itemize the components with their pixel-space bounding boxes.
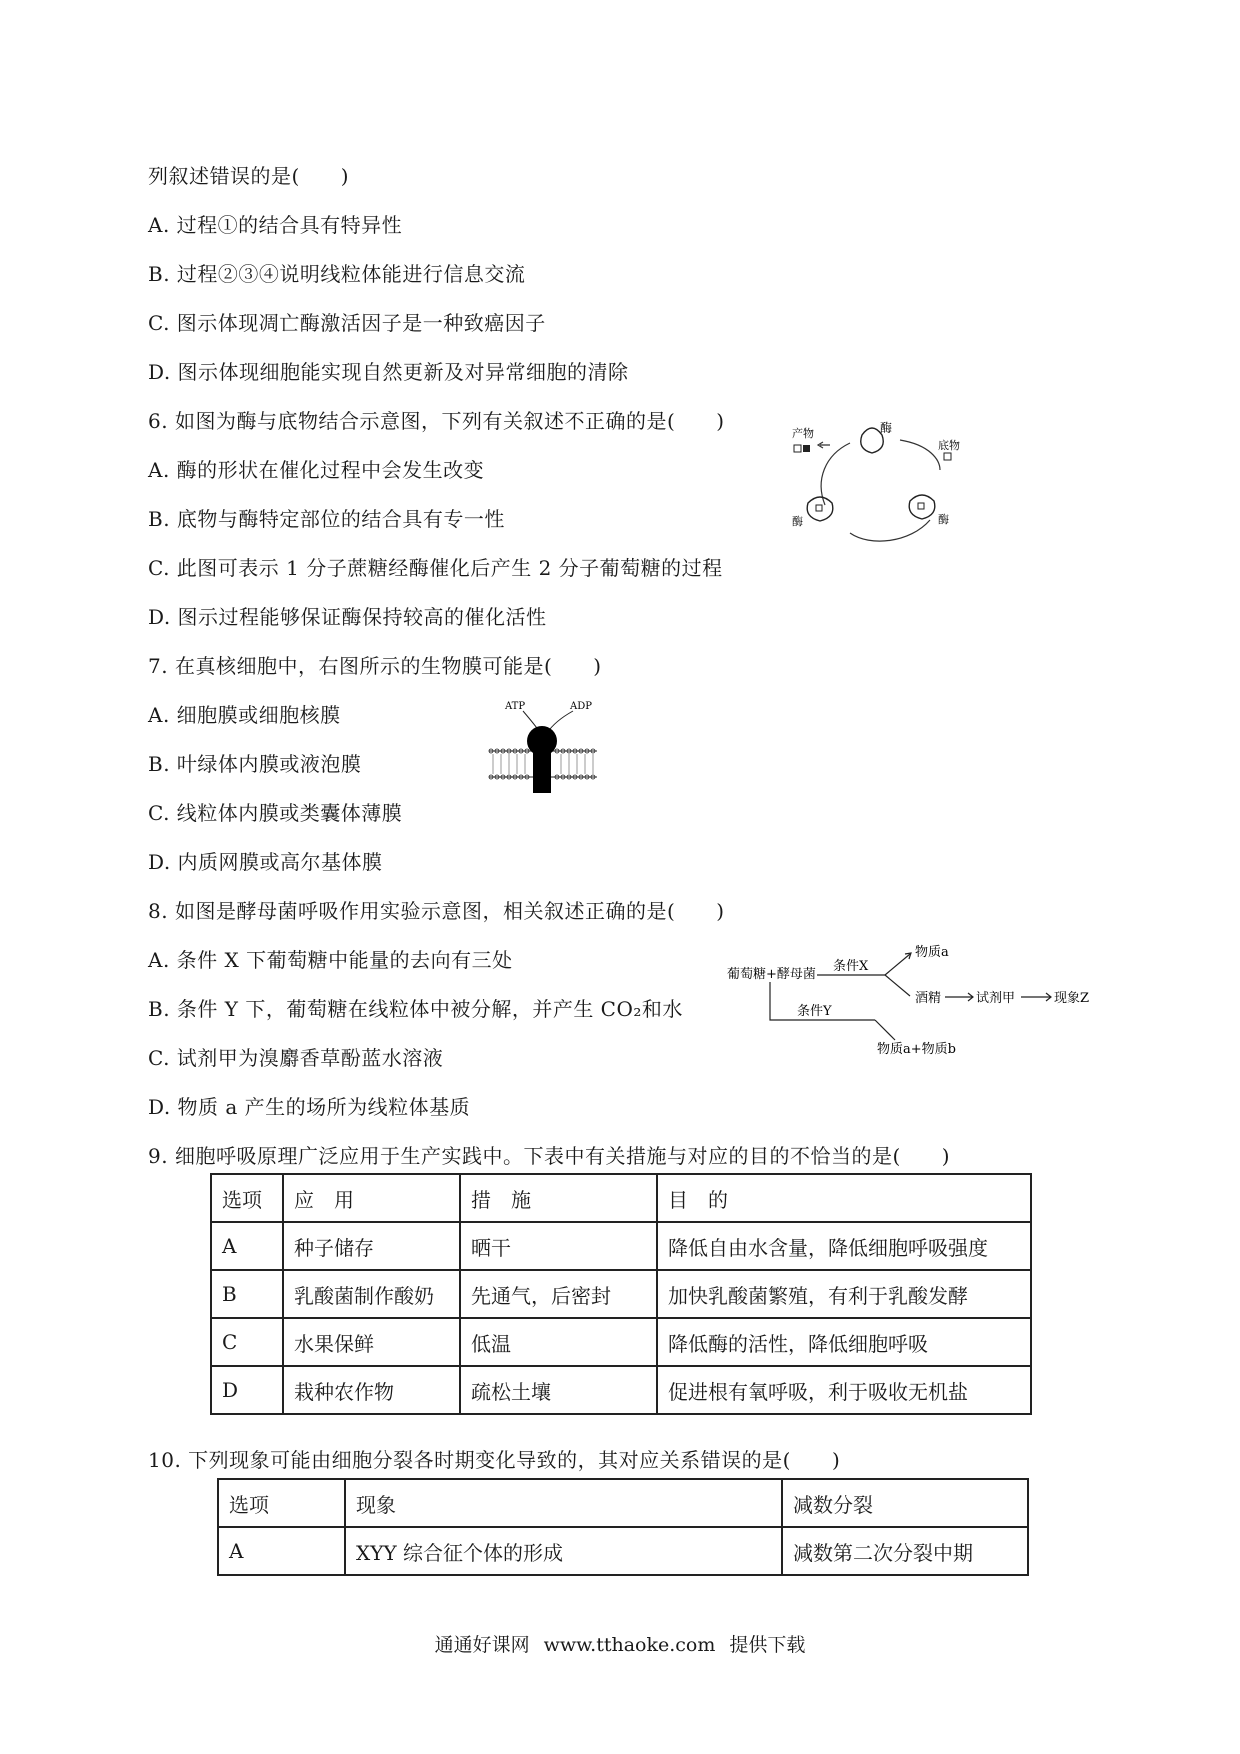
q9-table: [210, 1173, 1032, 1415]
q8-stem: 8. 如图是酵母菌呼吸作用实验示意图，相关叙述正确的是( ): [148, 899, 725, 923]
q8-option-b: B. 条件 Y 下，葡萄糖在线粒体中被分解，并产生 CO₂和水: [148, 997, 683, 1021]
table-cell: 先通气，后密封: [460, 1270, 657, 1318]
q7-option-d: D. 内质网膜或高尔基体膜: [148, 850, 383, 874]
label-adp: ADP: [570, 701, 592, 712]
label-product: 产物: [792, 427, 814, 440]
q9-header-application: 应 用: [283, 1174, 460, 1222]
q5-stem: 列叙述错误的是( ): [148, 164, 350, 188]
table-cell: C: [211, 1318, 283, 1366]
table-cell: XYY 综合征个体的形成: [345, 1527, 782, 1575]
q6-option-d: D. 图示过程能够保证酶保持较高的催化活性: [148, 605, 547, 629]
table-cell: B: [211, 1270, 283, 1318]
label-cond-x: 条件X: [833, 959, 869, 974]
table-cell: 种子储存: [283, 1222, 460, 1270]
q5-option-a: A. 过程①的结合具有特异性: [148, 213, 403, 237]
table-cell: 低温: [460, 1318, 657, 1366]
table-cell: 晒干: [460, 1222, 657, 1270]
table-row: [211, 1366, 1031, 1414]
q10-header-phenomenon: 现象: [345, 1479, 782, 1527]
table-cell: A: [218, 1527, 345, 1575]
atp-membrane-diagram: [485, 695, 605, 795]
q6-option-a: A. 酶的形状在催化过程中会发生改变: [148, 458, 485, 482]
q6-option-b: B. 底物与酶特定部位的结合具有专一性: [148, 507, 505, 531]
table-cell: A: [211, 1222, 283, 1270]
label-phenomenon-z: 现象Z: [1054, 991, 1090, 1006]
q10-header-meiosis: 减数分裂: [782, 1479, 1028, 1527]
footer-site-name: 通通好课网: [434, 1634, 530, 1656]
label-enzyme-right: 酶: [938, 513, 949, 526]
q9-stem: 9. 细胞呼吸原理广泛应用于生产实践中。下表中有关措施与对应的目的不恰当的是( ): [148, 1144, 951, 1168]
q7-option-a: A. 细胞膜或细胞核膜: [148, 703, 341, 727]
label-enzyme-top: 酶: [880, 421, 893, 435]
q8-option-c: C. 试剂甲为溴麝香草酚蓝水溶液: [148, 1046, 444, 1070]
page-footer: [0, 1630, 1240, 1657]
label-cond-y: 条件Y: [797, 1004, 832, 1019]
q7-option-b: B. 叶绿体内膜或液泡膜: [148, 752, 362, 776]
label-substance-a: 物质a: [915, 945, 949, 960]
table-cell: 减数第二次分裂中期: [782, 1527, 1028, 1575]
footer-url[interactable]: www.tthaoke.com: [543, 1634, 716, 1656]
q9-table-header: [211, 1174, 1031, 1222]
table-cell: 栽种农作物: [283, 1366, 460, 1414]
q9-header-measure: 措 施: [460, 1174, 657, 1222]
q5-option-c: C. 图示体现凋亡酶激活因子是一种致癌因子: [148, 311, 546, 335]
q8-option-a: A. 条件 X 下葡萄糖中能量的去向有三处: [148, 948, 513, 972]
table-cell: 降低自由水含量，降低细胞呼吸强度: [657, 1222, 1031, 1270]
q7-option-c: C. 线粒体内膜或类囊体薄膜: [148, 801, 403, 825]
table-cell: D: [211, 1366, 283, 1414]
q10-stem: 10. 下列现象可能由细胞分裂各时期变化导致的，其对应关系错误的是( ): [148, 1448, 841, 1472]
table-cell: 乳酸菌制作酸奶: [283, 1270, 460, 1318]
label-reagent-jia: 试剂甲: [976, 991, 1016, 1006]
table-row: [218, 1527, 1028, 1575]
table-cell: 加快乳酸菌繁殖，有利于乳酸发酵: [657, 1270, 1031, 1318]
q8-option-d: D. 物质 a 产生的场所为线粒体基质: [148, 1095, 471, 1119]
q6-option-c: C. 此图可表示 1 分子蔗糖经酶催化后产生 2 分子葡萄糖的过程: [148, 556, 723, 580]
table-cell: 降低酶的活性，降低细胞呼吸: [657, 1318, 1031, 1366]
q10-table: [217, 1478, 1029, 1576]
table-row: [211, 1222, 1031, 1270]
enzyme-substrate-diagram: [790, 415, 980, 550]
q7-stem: 7. 在真核细胞中，右图所示的生物膜可能是( ): [148, 654, 602, 678]
label-glucose-yeast: 葡萄糖+酵母菌: [727, 967, 816, 982]
table-cell: 水果保鲜: [283, 1318, 460, 1366]
table-cell: 促进根有氧呼吸，利于吸收无机盐: [657, 1366, 1031, 1414]
label-enzyme-left: 酶: [792, 515, 803, 528]
q5-option-b: B. 过程②③④说明线粒体能进行信息交流: [148, 262, 526, 286]
yeast-respiration-diagram: [725, 940, 1095, 1060]
label-alcohol: 酒精: [915, 991, 942, 1006]
footer-note: 提供下载: [729, 1634, 806, 1656]
q6-stem: 6. 如图为酶与底物结合示意图，下列有关叙述不正确的是( ): [148, 409, 725, 433]
q10-table-header: [218, 1479, 1028, 1527]
q9-header-option: 选项: [211, 1174, 283, 1222]
table-row: [211, 1318, 1031, 1366]
label-substrate: 底物: [938, 439, 960, 452]
q5-option-d: D. 图示体现细胞能实现自然更新及对异常细胞的清除: [148, 360, 629, 384]
label-substance-ab: 物质a+物质b: [877, 1042, 956, 1057]
q10-header-option: 选项: [218, 1479, 345, 1527]
q9-header-purpose: 目 的: [657, 1174, 1031, 1222]
table-row: [211, 1270, 1031, 1318]
label-atp: ATP: [505, 701, 526, 712]
table-cell: 疏松土壤: [460, 1366, 657, 1414]
